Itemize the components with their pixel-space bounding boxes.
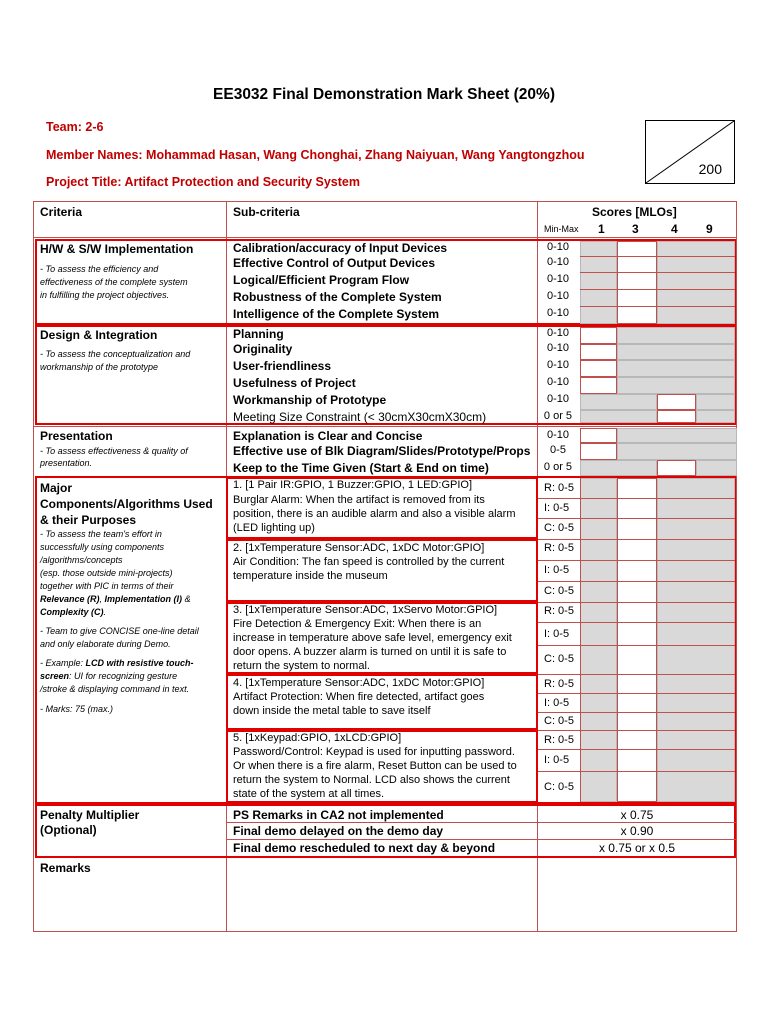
row-divider bbox=[538, 771, 735, 772]
disabled-cell bbox=[580, 478, 617, 802]
example-bold: screen bbox=[40, 671, 70, 681]
row-divider bbox=[580, 289, 735, 290]
component-line: (LED lighting up) bbox=[233, 522, 315, 534]
major-example bbox=[40, 657, 194, 669]
major-title: Components/Algorithms Used bbox=[40, 497, 213, 511]
range: 0-10 bbox=[546, 241, 570, 253]
disabled-cell bbox=[657, 241, 735, 324]
component-line: 4. [1xTemperature Sensor:ADC, 1xDC Motor:GPIO] bbox=[233, 677, 485, 689]
component-line: return the system to Normal. LCD also shows the current bbox=[233, 774, 510, 786]
col-divider bbox=[580, 478, 581, 802]
ric-label: R: 0-5 bbox=[544, 734, 574, 746]
team-label: Team: 2-6 bbox=[46, 120, 104, 134]
penalty-item: Final demo rescheduled to next day & beyond bbox=[233, 841, 496, 855]
penalty-multiplier[interactable]: x 0.90 bbox=[620, 824, 654, 838]
score-cell-mlo4[interactable] bbox=[657, 460, 696, 476]
ric-label: R: 0-5 bbox=[544, 542, 574, 554]
range: 0-10 bbox=[546, 273, 570, 285]
subcriterion: Usefulness of Project bbox=[233, 376, 356, 390]
major-desc-rel: Relevance (R), Implementation (I) & bbox=[40, 594, 191, 604]
subcriterion: Keep to the Time Given (Start & End on time) bbox=[233, 461, 489, 475]
component-line: state of the system at all times. bbox=[233, 788, 385, 800]
major-desc: /algorithms/concepts bbox=[40, 555, 123, 565]
score-cell-mlo1[interactable] bbox=[580, 428, 617, 443]
subcriterion: Intelligence of the Complete System bbox=[233, 307, 440, 321]
ric-label: I: 0-5 bbox=[544, 502, 570, 514]
complexity-term: Complexity (C) bbox=[40, 607, 104, 617]
design-desc: - To assess the conceptualization and bbox=[40, 349, 191, 359]
hw-title: H/W & S/W Implementation bbox=[40, 242, 194, 256]
penalty-multiplier[interactable]: x 0.75 or x 0.5 bbox=[598, 841, 676, 855]
subcriterion: Meeting Size Constraint (< 30cmX30cmX30cm) bbox=[233, 410, 487, 424]
row-divider bbox=[538, 712, 735, 713]
scores-header: Scores [MLOs] bbox=[592, 205, 677, 219]
remarks-label: Remarks bbox=[40, 861, 91, 875]
subcriterion: Calibration/accuracy of Input Devices bbox=[233, 241, 448, 255]
ric-label: R: 0-5 bbox=[544, 605, 574, 617]
range: 0-10 bbox=[546, 393, 570, 405]
component-line: position, there is an audible alarm and also a visible alarm bbox=[233, 508, 516, 520]
disabled-cell bbox=[617, 443, 737, 460]
row-divider bbox=[538, 674, 735, 675]
range: 0-5 bbox=[550, 444, 566, 456]
component-line: Or when there is a fire alarm, Reset Button can be used to bbox=[233, 760, 517, 772]
hw-desc: - To assess the efficiency and bbox=[40, 264, 159, 274]
row-divider bbox=[538, 560, 735, 561]
major-title: Major bbox=[40, 481, 73, 495]
mlo-4: 4 bbox=[671, 222, 678, 236]
ric-label: C: 0-5 bbox=[544, 715, 574, 727]
disabled-cell bbox=[696, 410, 735, 423]
presentation-desc: presentation. bbox=[40, 458, 93, 468]
implementation-term: Implementation (I) bbox=[104, 594, 183, 604]
mlo-1: 1 bbox=[598, 222, 605, 236]
subcriterion: Robustness of the Complete System bbox=[233, 290, 442, 304]
penalty-item: Final demo delayed on the demo day bbox=[233, 824, 444, 838]
ric-label: I: 0-5 bbox=[544, 697, 570, 709]
hw-desc: in fulfilling the project objectives. bbox=[40, 290, 170, 300]
ric-label: C: 0-5 bbox=[544, 585, 574, 597]
ric-label: R: 0-5 bbox=[544, 482, 574, 494]
component-line: down inside the metal table to save itself bbox=[233, 705, 431, 717]
ric-label: I: 0-5 bbox=[544, 754, 570, 766]
range: 0-10 bbox=[546, 342, 570, 354]
ric-label: R: 0-5 bbox=[544, 678, 574, 690]
component-line: Artifact Protection: When fire detected, artifact goes bbox=[233, 691, 485, 703]
design-title: Design & Integration bbox=[40, 328, 158, 342]
range: 0-10 bbox=[546, 307, 570, 319]
range: 0 or 5 bbox=[543, 410, 573, 422]
row-divider bbox=[538, 581, 735, 582]
presentation-title: Presentation bbox=[40, 429, 113, 443]
major-desc: - To assess the team's effort in bbox=[40, 529, 162, 539]
score-cell-mlo1[interactable] bbox=[580, 443, 617, 460]
score-cell-mlo1[interactable] bbox=[580, 377, 617, 394]
score-cell-mlo3[interactable] bbox=[617, 241, 657, 324]
subcriterion: User-friendliness bbox=[233, 359, 332, 373]
disabled-cell bbox=[617, 344, 735, 360]
row-divider bbox=[538, 693, 735, 694]
penalty-title: (Optional) bbox=[40, 823, 97, 837]
design-desc: workmanship of the prototype bbox=[40, 362, 159, 372]
disabled-cell bbox=[657, 478, 735, 802]
major-example: /stroke & displaying command in text. bbox=[40, 684, 190, 694]
total-max: 200 bbox=[698, 161, 722, 177]
subcriterion: Logical/Efficient Program Flow bbox=[233, 273, 410, 287]
mlo-3: 3 bbox=[632, 222, 639, 236]
row-divider bbox=[538, 518, 735, 519]
remarks-field[interactable] bbox=[227, 859, 537, 931]
range: 0-10 bbox=[546, 327, 570, 339]
row-divider bbox=[580, 306, 735, 307]
ric-label: C: 0-5 bbox=[544, 653, 574, 665]
major-desc: together with PIC in terms of their bbox=[40, 581, 174, 591]
major-desc: successfully using components bbox=[40, 542, 165, 552]
major-desc: and only elaborate during Demo. bbox=[40, 639, 171, 649]
page-title: EE3032 Final Demonstration Mark Sheet (20%) bbox=[213, 86, 555, 103]
component-line: Air Condition: The fan speed is controlled by the current bbox=[233, 556, 505, 568]
relevance-term: Relevance (R) bbox=[40, 594, 100, 604]
major-example bbox=[40, 670, 177, 682]
range: 0-10 bbox=[546, 359, 570, 371]
row-divider bbox=[538, 749, 735, 750]
major-desc: (esp. those outside mini-projects) bbox=[40, 568, 173, 578]
ric-label: I: 0-5 bbox=[544, 564, 570, 576]
component-line: 1. [1 Pair IR:GPIO, 1 Buzzer:GPIO, 1 LED:GPIO] bbox=[233, 479, 473, 491]
total-score-box[interactable] bbox=[645, 120, 735, 184]
penalty-title: Penalty Multiplier bbox=[40, 808, 140, 822]
ric-label: I: 0-5 bbox=[544, 628, 570, 640]
minmax-header: Min-Max bbox=[544, 224, 579, 234]
row-divider bbox=[538, 645, 735, 646]
disabled-cell bbox=[580, 460, 657, 476]
disabled-cell bbox=[617, 428, 737, 443]
diagonal-line bbox=[646, 121, 736, 185]
mlo-9: 9 bbox=[706, 222, 713, 236]
major-desc: - Team to give CONCISE one-line detail bbox=[40, 626, 199, 636]
component-line: door opens. A buzzer alarm is turned on until it is safe to bbox=[233, 646, 507, 658]
row-divider bbox=[538, 730, 735, 731]
hw-desc: effectiveness of the complete system bbox=[40, 277, 188, 287]
major-desc-comp: Complexity (C). bbox=[40, 607, 107, 617]
component-line: increase in temperature above safe level, emergency exit bbox=[233, 632, 512, 644]
range: 0-10 bbox=[546, 429, 570, 441]
disabled-cell bbox=[580, 394, 657, 410]
presentation-desc: - To assess effectiveness & quality of bbox=[40, 446, 188, 456]
component-line: return the system to normal. bbox=[233, 660, 370, 672]
component-line: 2. [1xTemperature Sensor:ADC, 1xDC Motor:GPIO] bbox=[233, 542, 485, 554]
disabled-cell bbox=[696, 394, 735, 410]
component-line: Burglar Alarm: When the artifact is removed from its bbox=[233, 494, 485, 506]
member-names: Member Names: Mohammad Hasan, Wang Chonghai, Zhang Naiyuan, Wang Yangtongzhou bbox=[46, 148, 585, 162]
criteria-header: Criteria bbox=[40, 205, 83, 219]
row-divider bbox=[226, 839, 736, 840]
subcriteria-header: Sub-criteria bbox=[233, 205, 300, 219]
score-cell-mlo3[interactable] bbox=[617, 478, 657, 802]
score-cell-mlo1[interactable] bbox=[580, 360, 617, 377]
row-divider bbox=[538, 602, 735, 603]
component-line: temperature inside the museum bbox=[233, 570, 388, 582]
row-divider bbox=[580, 256, 735, 257]
subcriterion: Planning bbox=[233, 327, 284, 341]
subcriterion: Originality bbox=[233, 342, 293, 356]
major-marks: - Marks: 75 (max.) bbox=[40, 704, 114, 714]
subcriterion: Workmanship of Prototype bbox=[233, 393, 387, 407]
penalty-item: PS Remarks in CA2 not implemented bbox=[233, 808, 444, 822]
example-rest: : UI for recognizing gesture bbox=[69, 671, 178, 681]
component-line: Fire Detection & Emergency Exit: When there is an bbox=[233, 618, 482, 630]
score-cell-mlo1[interactable] bbox=[580, 327, 617, 344]
disabled-cell bbox=[617, 327, 735, 344]
subcriterion: Effective use of Blk Diagram/Slides/Prototype/Props bbox=[233, 444, 531, 458]
component-line: 5. [1xKeypad:GPIO, 1xLCD:GPIO] bbox=[233, 732, 402, 744]
disabled-cell bbox=[617, 377, 735, 394]
disabled-cell bbox=[580, 241, 617, 324]
range: 0-10 bbox=[546, 290, 570, 302]
disabled-cell bbox=[580, 410, 657, 423]
row-divider bbox=[538, 622, 735, 623]
subcriterion: Explanation is Clear and Concise bbox=[233, 429, 423, 443]
row-divider bbox=[33, 237, 737, 238]
major-title: & their Purposes bbox=[40, 513, 137, 527]
range: 0-10 bbox=[546, 376, 570, 388]
component-line: Password/Control: Keypad is used for inputting password. bbox=[233, 746, 515, 758]
example-bold: LCD with resistive touch- bbox=[85, 658, 194, 668]
disabled-cell bbox=[696, 460, 737, 476]
range: 0 or 5 bbox=[543, 461, 573, 473]
row-divider bbox=[538, 539, 735, 540]
score-cell-mlo4[interactable] bbox=[657, 410, 696, 423]
ric-label: C: 0-5 bbox=[544, 781, 574, 793]
score-cell-mlo1[interactable] bbox=[580, 344, 617, 360]
example-lead: - Example: bbox=[40, 658, 84, 668]
row-divider bbox=[538, 498, 735, 499]
score-cell-mlo4[interactable] bbox=[657, 394, 696, 410]
row-divider bbox=[580, 272, 735, 273]
penalty-multiplier[interactable]: x 0.75 bbox=[620, 808, 654, 822]
ric-label: C: 0-5 bbox=[544, 522, 574, 534]
component-line: 3. [1xTemperature Sensor:ADC, 1xServo Motor:GPIO] bbox=[233, 604, 498, 616]
row-divider bbox=[33, 426, 737, 427]
disabled-cell bbox=[617, 360, 735, 377]
subcriterion: Effective Control of Output Devices bbox=[233, 256, 436, 270]
row-divider bbox=[226, 822, 736, 823]
range: 0-10 bbox=[546, 256, 570, 268]
project-title: Project Title: Artifact Protection and Security System bbox=[46, 175, 360, 189]
